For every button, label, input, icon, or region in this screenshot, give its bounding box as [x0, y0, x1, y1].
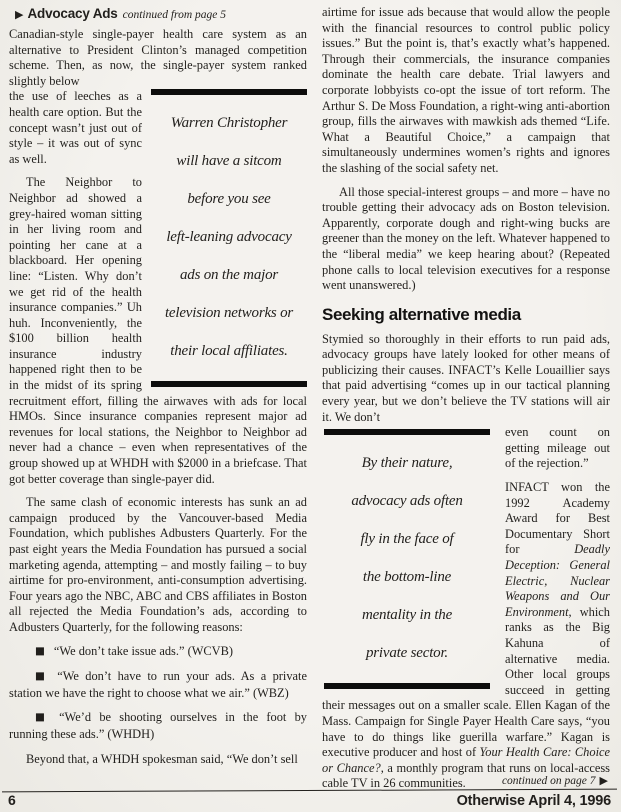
- pull-quote-warren: [151, 89, 307, 387]
- pull-quote-line: the bottom-line: [362, 569, 452, 586]
- pull-quote-line: left-leaning advocacy: [166, 229, 292, 246]
- play-arrow-icon: ▶: [15, 8, 24, 21]
- beyond-paragraph: Beyond that, a WHDH spokesman said, “We don’t sell: [26, 751, 298, 766]
- opening-paragraph-start: Canadian-style single-payer health care system as an alternative to President Clinton’s managed competition scheme. Then, as now, the single-payer system ranked slightly below: [9, 27, 307, 88]
- pull-quote-line: television networks or: [164, 305, 294, 322]
- play-arrow-icon: ▶: [599, 774, 608, 787]
- film-title: Deadly Deception: General Electric, Nuclear Weapons and Our Environment: [505, 542, 610, 619]
- stymied-paragraph-start: Stymied so thoroughly in their efforts to run paid ads, advocacy groups have lately looked for other means of publicizing their causes. INFACT’s Kelle Louaillier says that paid advertising “comes up in our tactical planning every year, but we don’t believe the TV stations will air it. We don’t: [322, 331, 610, 424]
- continuation-paragraph: airtime for issue ads because that would allow the people with the financial resources to control public policy issues.” But the point is, that’s exactly what’s happened. Through their commercials, the insurance companies dominate the health care debate. Trial lawyers and corporate lobbyists co-opt the issue of tort reform. The Arthur S. De Moss Foundation, a right-wing anti-abortion group, fills the airwaves with mawkish ads themed “Life. What a Beautiful Choice,” a campaign that simultaneously undermines women’s rights and ignores the slashing of the social safety net.: [322, 5, 610, 175]
- stymied-paragraph-end: even count on getting mileage out of the rejection.”: [505, 425, 610, 471]
- continued-from-note: continued from page 5: [122, 9, 226, 21]
- pull-quote-line: before you see: [187, 191, 271, 208]
- pull-quote-rule-bottom: [151, 381, 307, 387]
- footer-row: [0, 791, 621, 809]
- opening-paragraph-end: the use of leeches as a health care option. But the concept wasn’t just out of style – it was out of sync as well.: [9, 89, 142, 166]
- page-number: 6: [8, 792, 16, 808]
- right-column: [322, 5, 610, 800]
- wrap-block-right: [322, 425, 610, 792]
- infact-text: INFACT won the 1992 Academy Award for Best Documentary Short for: [505, 480, 610, 557]
- pull-quote-line: private sector.: [366, 645, 448, 662]
- station-quote-text: “We don’t take issue ads.” (WCVB): [53, 643, 233, 658]
- bullet-square-icon: ■: [35, 670, 49, 683]
- infact-text: , which ranks as the Big Kahuna of alternative media. Other local groups succeed in getting their messages out on a smaller scale. Ellen Kagan of the Mass. Campaign for Single Payer Health Care says, “you have to do things like guerilla warfare.” Kagan is executive producer and host of: [322, 604, 610, 760]
- pull-quote-line: will have a sitcom: [176, 153, 282, 170]
- pull-quote-lines: [324, 435, 490, 683]
- issue-footer: Otherwise April 4, 1996: [456, 793, 611, 809]
- station-quote-text: “We’d be shooting ourselves in the foot by running these ads.” (WHDH): [9, 710, 307, 741]
- pull-quote-nature: [324, 429, 490, 689]
- station-quote-item: [9, 669, 307, 701]
- left-column: [9, 5, 307, 800]
- station-quote-item: [9, 710, 307, 742]
- article-continued-header: [15, 6, 307, 22]
- article-title: Advocacy Ads: [27, 6, 118, 21]
- pull-quote-line: ads on the major: [179, 267, 279, 284]
- continued-on-note: [0, 774, 621, 787]
- infact-text: , a monthly program that runs on local-access cable TV in 26 communities.: [322, 760, 611, 791]
- program-title: Your Health Care: Choice or Chance?: [322, 745, 611, 775]
- pull-quote-rule-bottom: [324, 683, 490, 689]
- page-footer: [0, 774, 621, 809]
- bullet-square-icon: ■: [35, 711, 51, 724]
- section-heading: Seeking alternative media: [322, 304, 521, 324]
- pull-quote-line: By their nature,: [361, 455, 453, 472]
- media-foundation-paragraph: The same clash of economic interests has sunk an ad campaign produced by the Vancouver-based Media Foundation, which publishes Adbusters Quarterly. For the past eight years the Media Foundation has pursued a social marketing agenda, attempting – and mostly failing – to buy airtime for pro-environment, anti-consumption advertising. Four years ago the NBC, ABC and CBS affiliates in Boston all rejected the Media Foundation’s ads, according to Adbusters Quarterly, for the following reasons:: [9, 495, 307, 634]
- wrap-block-left: [9, 89, 307, 487]
- pull-quote-line: advocacy ads often: [351, 493, 463, 510]
- pull-quote-line: mentality in the: [361, 607, 453, 624]
- pull-quote-lines: [151, 95, 307, 381]
- special-interest-paragraph: All those special-interest groups – and more – have no trouble getting their advocacy ads on Boston television. Apparently, corporate dough and right-wing bucks are greener than the money on the left. Whatever happened to the “liberal media” we keep hearing about? (Repeated phone calls to local television executives for a response went unanswered.): [322, 184, 610, 293]
- bullet-square-icon: ■: [35, 644, 45, 657]
- pull-quote-line: their local affiliates.: [170, 343, 288, 360]
- station-quote-item: [9, 644, 307, 661]
- pull-quote-line: Warren Christopher: [170, 115, 288, 132]
- neighbor-paragraph: The Neighbor to Neighbor ad showed a grey-haired woman sitting in her living room and pointing her cane at a blackboard. Her opening line: “Listen. Why don’t we get rid of the health insurance companies.” Uh huh. Inconveniently, the $100 billion health insurance industry happened right then to be in the midst of its spring recruitment effort, filling the airwaves with ads for local HMOs. Since insurance companies represent major ad revenues for local stations, the Neighbor to Neighbor ad never had a chance – even when representatives of the group showed up at WHDH with $2000 in a briefcase. That got better coverage than single-payer did.: [9, 175, 307, 486]
- continued-on-text: continued on page 7: [501, 775, 596, 787]
- pull-quote-line: fly in the face of: [360, 531, 454, 548]
- station-quote-text: “We don’t have to run your ads. As a private station we have the right to choose what we air.” (WBZ): [9, 669, 308, 700]
